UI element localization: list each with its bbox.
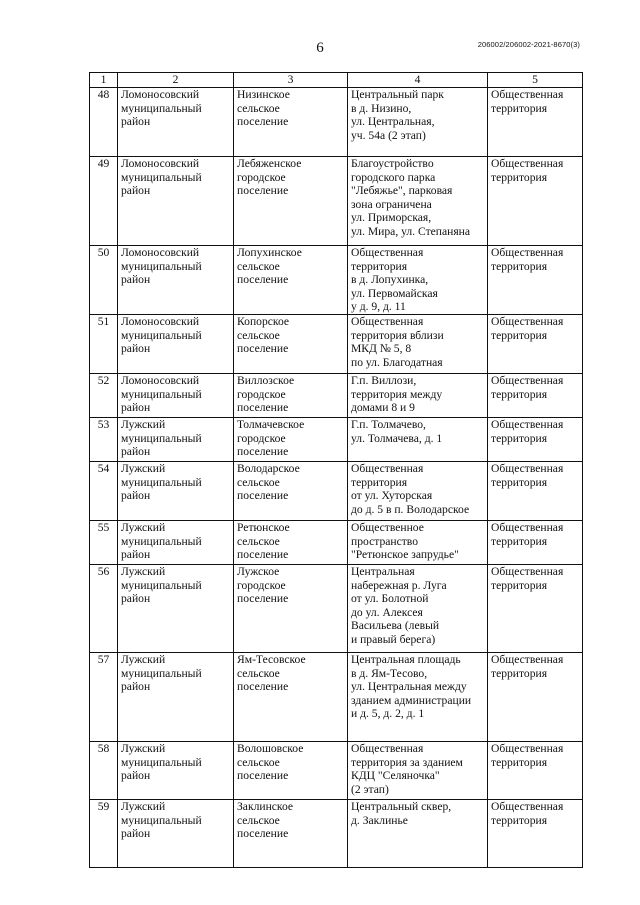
district-cell: Ломоносовский муниципальный район <box>118 246 234 315</box>
object-cell: Общественное пространство "Ретюнское запрудье" <box>348 521 488 565</box>
row-number: 57 <box>90 653 118 742</box>
table-row <box>90 521 583 565</box>
table-row <box>90 462 583 521</box>
column-header: 5 <box>488 73 583 88</box>
table-row <box>90 418 583 462</box>
settlement-cell: Володарское сельское поселение <box>234 462 348 521</box>
settlement-cell: Виллозское городское поселение <box>234 374 348 418</box>
table-row <box>90 374 583 418</box>
column-header: 1 <box>90 73 118 88</box>
row-number: 56 <box>90 565 118 653</box>
territory-type-cell: Общественная территория <box>488 742 583 800</box>
row-number: 58 <box>90 742 118 800</box>
district-cell: Лужский муниципальный район <box>118 653 234 742</box>
table-row <box>90 800 583 868</box>
row-number: 48 <box>90 88 118 157</box>
row-number: 52 <box>90 374 118 418</box>
column-header: 3 <box>234 73 348 88</box>
object-cell: Общественная территория за зданием КДЦ "Селяночка" (2 этап) <box>348 742 488 800</box>
district-cell: Лужский муниципальный район <box>118 521 234 565</box>
object-cell: Общественная территория вблизи МКД № 5, 8 по ул. Благодатная <box>348 315 488 374</box>
row-number: 51 <box>90 315 118 374</box>
row-number: 54 <box>90 462 118 521</box>
district-cell: Лужский муниципальный район <box>118 742 234 800</box>
table-row <box>90 315 583 374</box>
objects-table <box>89 72 583 868</box>
column-header: 2 <box>118 73 234 88</box>
territory-type-cell: Общественная территория <box>488 246 583 315</box>
district-cell: Ломоносовский муниципальный район <box>118 88 234 157</box>
object-cell: Центральный сквер, д. Заклинье <box>348 800 488 868</box>
district-cell: Лужский муниципальный район <box>118 565 234 653</box>
document-id: 206002/206002-2021-8670(3) <box>477 40 580 49</box>
district-cell: Ломоносовский муниципальный район <box>118 157 234 246</box>
district-cell: Лужский муниципальный район <box>118 800 234 868</box>
settlement-cell: Копорское сельское поселение <box>234 315 348 374</box>
table-header-row <box>90 73 583 88</box>
territory-type-cell: Общественная территория <box>488 315 583 374</box>
settlement-cell: Низинское сельское поселение <box>234 88 348 157</box>
settlement-cell: Ретюнское сельское поселение <box>234 521 348 565</box>
page-number: 6 <box>316 40 324 56</box>
territory-type-cell: Общественная территория <box>488 462 583 521</box>
settlement-cell: Лужское городское поселение <box>234 565 348 653</box>
settlement-cell: Волошовское сельское поселение <box>234 742 348 800</box>
object-cell: Общественная территория в д. Лопухинка, ул. Первомайская у д. 9, д. 11 <box>348 246 488 315</box>
table-row <box>90 157 583 246</box>
table-row <box>90 565 583 653</box>
territory-type-cell: Общественная территория <box>488 88 583 157</box>
table-row <box>90 742 583 800</box>
settlement-cell: Толмачевское городское поселение <box>234 418 348 462</box>
territory-type-cell: Общественная территория <box>488 374 583 418</box>
row-number: 50 <box>90 246 118 315</box>
district-cell: Ломоносовский муниципальный район <box>118 374 234 418</box>
settlement-cell: Лопухинское сельское поселение <box>234 246 348 315</box>
district-cell: Ломоносовский муниципальный район <box>118 315 234 374</box>
object-cell: Г.п. Толмачево, ул. Толмачева, д. 1 <box>348 418 488 462</box>
settlement-cell: Заклинское сельское поселение <box>234 800 348 868</box>
object-cell: Общественная территория от ул. Хуторская до д. 5 в п. Володарское <box>348 462 488 521</box>
territory-type-cell: Общественная территория <box>488 418 583 462</box>
row-number: 49 <box>90 157 118 246</box>
district-cell: Лужский муниципальный район <box>118 418 234 462</box>
object-cell: Центральный парк в д. Низино, ул. Центральная, уч. 54а (2 этап) <box>348 88 488 157</box>
row-number: 53 <box>90 418 118 462</box>
settlement-cell: Лебяженское городское поселение <box>234 157 348 246</box>
territory-type-cell: Общественная территория <box>488 565 583 653</box>
territory-type-cell: Общественная территория <box>488 521 583 565</box>
object-cell: Центральная площадь в д. Ям-Тесово, ул. Центральная между зданием администрации и д. 5, д. 2, д. 1 <box>348 653 488 742</box>
territory-type-cell: Общественная территория <box>488 800 583 868</box>
object-cell: Благоустройство городского парка "Лебяжье", парковая зона ограничена ул. Приморская, ул. Мира, ул. Степаняна <box>348 157 488 246</box>
row-number: 59 <box>90 800 118 868</box>
row-number: 55 <box>90 521 118 565</box>
object-cell: Г.п. Виллози, территория между домами 8 и 9 <box>348 374 488 418</box>
territory-type-cell: Общественная территория <box>488 653 583 742</box>
territory-type-cell: Общественная территория <box>488 157 583 246</box>
table-row <box>90 88 583 157</box>
district-cell: Лужский муниципальный район <box>118 462 234 521</box>
table-body <box>90 88 583 868</box>
table-row <box>90 653 583 742</box>
settlement-cell: Ям-Тесовское сельское поселение <box>234 653 348 742</box>
column-header: 4 <box>348 73 488 88</box>
table-row <box>90 246 583 315</box>
object-cell: Центральная набережная р. Луга от ул. Болотной до ул. Алексея Васильева (левый и правый берега) <box>348 565 488 653</box>
